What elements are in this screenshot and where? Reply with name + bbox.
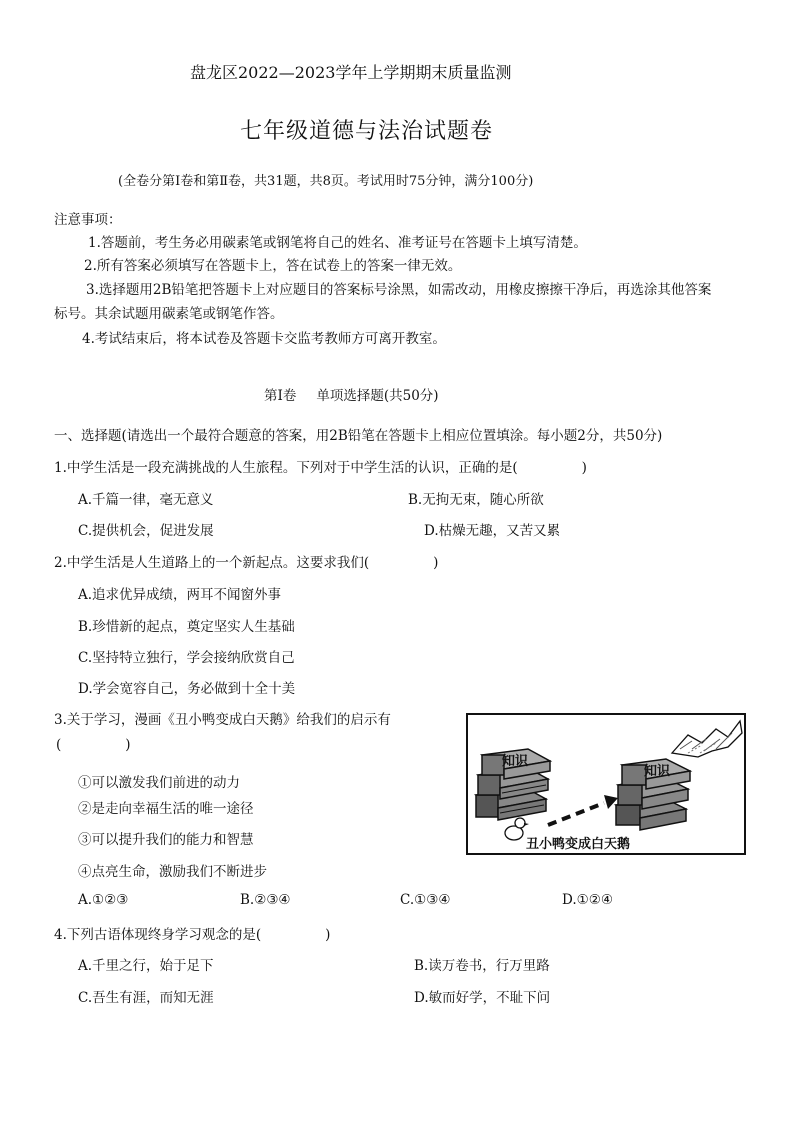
- right-book-stack-icon: [616, 759, 690, 830]
- q3-option-a: A.①②③: [78, 892, 129, 908]
- q4-option-b: B.读万卷书，行万里路: [414, 958, 550, 974]
- answer-paren-close: ): [125, 737, 131, 753]
- question-3-answer-paren: [56, 737, 131, 753]
- question-3-stem: 3.关于学习，漫画《丑小鸭变成白天鹅》给我们的启示有: [54, 712, 391, 728]
- q2-option-a: A.追求优异成绩，两耳不闻窗外事: [78, 587, 282, 603]
- q4-option-c: C.吾生有涯，而知无涯: [78, 990, 214, 1006]
- answer-paren-open: (: [255, 927, 262, 943]
- question-1-stem: [54, 456, 587, 476]
- q1-option-b: B.无拘无束，随心所欲: [408, 492, 544, 508]
- note-item: 3.选择题用2B铅笔把答题卡上对应题目的答案标号涂黑，如需改动，用橡皮擦擦干净后，再选涂其他答案: [86, 282, 712, 298]
- stem-text: 4.下列古语体现终身学习观念的是: [54, 927, 256, 943]
- exam-scope: (全卷分第Ⅰ卷和第Ⅱ卷，共31题，共8页。考试用时75分钟，满分100分): [118, 174, 534, 189]
- book-label-right: 知识: [644, 764, 671, 779]
- ugly-duckling-comic-illustration: [466, 713, 746, 855]
- q3-statement-2: ②是走向幸福生活的唯一途径: [78, 801, 254, 817]
- part-name: 单项选择题(共50分): [316, 388, 439, 404]
- comic-caption: 丑小鸭变成白天鹅: [526, 837, 631, 852]
- stem-text: 1.中学生活是一段充满挑战的人生旅程。下列对于中学生活的认识，正确的是: [54, 460, 513, 476]
- note-item-continued: 标号。其余试题用碳素笔或钢笔作答。: [54, 306, 284, 322]
- book-label-left: 知识: [502, 754, 529, 769]
- q1-option-c: C.提供机会，促进发展: [78, 523, 214, 539]
- q3-statement-1: ①可以激发我们前进的动力: [78, 775, 240, 791]
- q1-option-d: D.枯燥无趣，又苦又累: [424, 523, 561, 539]
- note-item: 2.所有答案必须填写在答题卡上，答在试卷上的答案一律无效。: [84, 258, 462, 274]
- region-title: 盘龙区2022—2023学年上学期期末质量监测: [190, 63, 512, 82]
- q4-option-d: D.敏而好学，不耻下问: [414, 990, 551, 1006]
- part-heading: [264, 384, 439, 404]
- q3-statement-3: ③可以提升我们的能力和智慧: [78, 832, 254, 848]
- q2-option-c: C.坚持特立独行，学会接纳欣赏自己: [78, 650, 295, 666]
- note-item: 4.考试结束后，将本试卷及答题卡交监考教师方可离开教室。: [82, 331, 446, 347]
- answer-paren-close: ): [433, 555, 439, 571]
- q3-option-c: C.①③④: [400, 892, 451, 908]
- question-4-stem: [54, 923, 330, 943]
- question-2-stem: [54, 551, 438, 571]
- exam-title: 七年级道德与法治试题卷: [240, 119, 494, 144]
- notes-heading: 注意事项：: [54, 212, 122, 228]
- part-label: 第Ⅰ卷: [264, 388, 297, 404]
- q3-statement-4: ④点亮生命，激励我们不断进步: [78, 864, 267, 880]
- answer-paren-open: (: [363, 555, 370, 571]
- answer-paren-open: (: [512, 460, 518, 476]
- answer-paren-close: ): [325, 927, 331, 943]
- q3-option-d: D.①②④: [562, 892, 613, 908]
- answer-paren-open: (: [56, 737, 62, 753]
- section-instruction: 一、选择题(请选出一个最符合题意的答案，用2B铅笔在答题卡上相应位置填涂。每小题2分，共50分): [54, 428, 663, 444]
- answer-paren-close: ): [581, 460, 587, 476]
- q1-option-a: A.千篇一律，毫无意义: [78, 492, 214, 508]
- q4-option-a: A.千里之行，始于足下: [78, 958, 214, 974]
- q2-option-d: D.学会宽容自己，务必做到十全十美: [78, 681, 296, 697]
- note-item: 1.答题前，考生务必用碳素笔或钢笔将自己的姓名、准考证号在答题卡上填写清楚。: [88, 235, 587, 251]
- left-book-stack-icon: [476, 749, 550, 820]
- q2-option-b: B.珍惜新的起点，奠定坚实人生基础: [78, 619, 295, 635]
- stem-text: 2.中学生活是人生道路上的一个新起点。这要求我们: [54, 555, 364, 571]
- q3-option-b: B.②③④: [240, 892, 291, 908]
